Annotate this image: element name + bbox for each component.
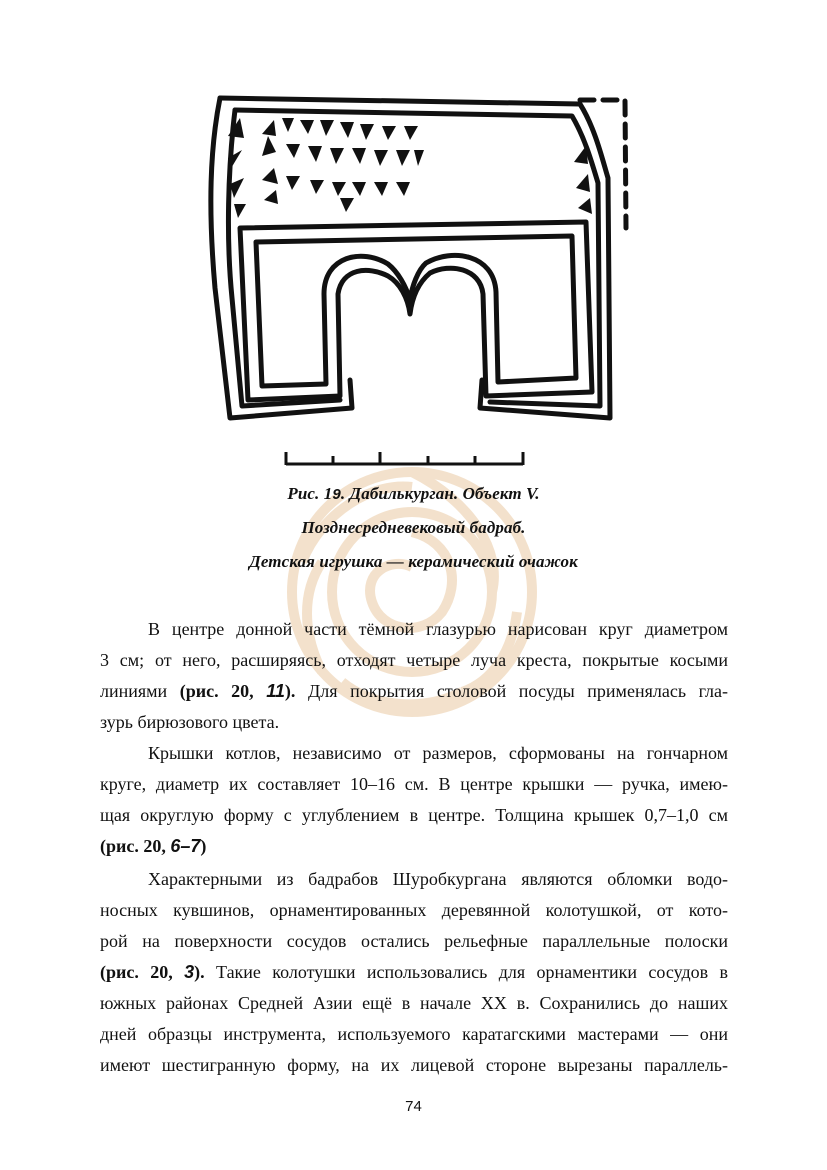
text-line: 3 см; от него, расширяясь, отходят четыре луча креста, покрытые косыми — [100, 650, 728, 670]
text-line: имеют шестигранную форму, на их лицевой стороне вырезаны параллель- — [100, 1055, 728, 1075]
hearth-toy-drawing — [190, 88, 640, 478]
figure-reference: (рис. 20, 11). — [179, 681, 296, 701]
figure-reference: (рис. 20, 6–7) — [100, 836, 207, 856]
text-line: носных кувшинов, орнаментированных деревянной колотушкой, от кото- — [100, 900, 728, 920]
text-line: В центре донной части тёмной глазурью нарисован круг диаметром — [148, 619, 728, 639]
text-line: южных районах Средней Азии ещё в начале XX в. Сохранились до наших — [100, 993, 728, 1013]
figure-caption-line-2: Позднесредневековый бадраб. — [301, 518, 526, 537]
text-line: линиями (рис. 20, 11). Для покрытия столовой посуды применялась гла- — [100, 681, 729, 701]
text-line: дней образцы инструмента, используемого каратагскими мастерами — они — [100, 1024, 728, 1044]
figure-caption-line-1: Рис. 19. Дабилькурган. Объект V. — [287, 484, 540, 503]
scale-bar — [282, 448, 527, 470]
text-line — [100, 831, 728, 862]
text-line: рой на поверхности сосудов остались рельефные параллельные полоски — [100, 931, 728, 951]
text-line: круге, диаметр их составляет 10–16 см. В центре крышки — ручка, имею- — [100, 774, 728, 794]
text-line: Характерными из бадрабов Шуробкургана являются обломки водо- — [148, 869, 728, 889]
text-line: зурь бирюзового цвета. — [100, 712, 280, 732]
page-number: 74 — [405, 1098, 422, 1115]
text-line: щая округлую форму с углублением в центре. Толщина крышек 0,7–1,0 см — [100, 805, 728, 825]
text-line: Крышки котлов, независимо от размеров, сформованы на гончарном — [148, 743, 728, 763]
figure-caption-line-3: Детская игрушка — керамический очажок — [249, 552, 578, 571]
text-line: (рис. 20, 3). Такие колотушки использовались для орнаментики сосудов в — [100, 962, 728, 982]
figure-reference: (рис. 20, 3). — [100, 962, 205, 982]
figure-number: 9 — [332, 486, 341, 503]
